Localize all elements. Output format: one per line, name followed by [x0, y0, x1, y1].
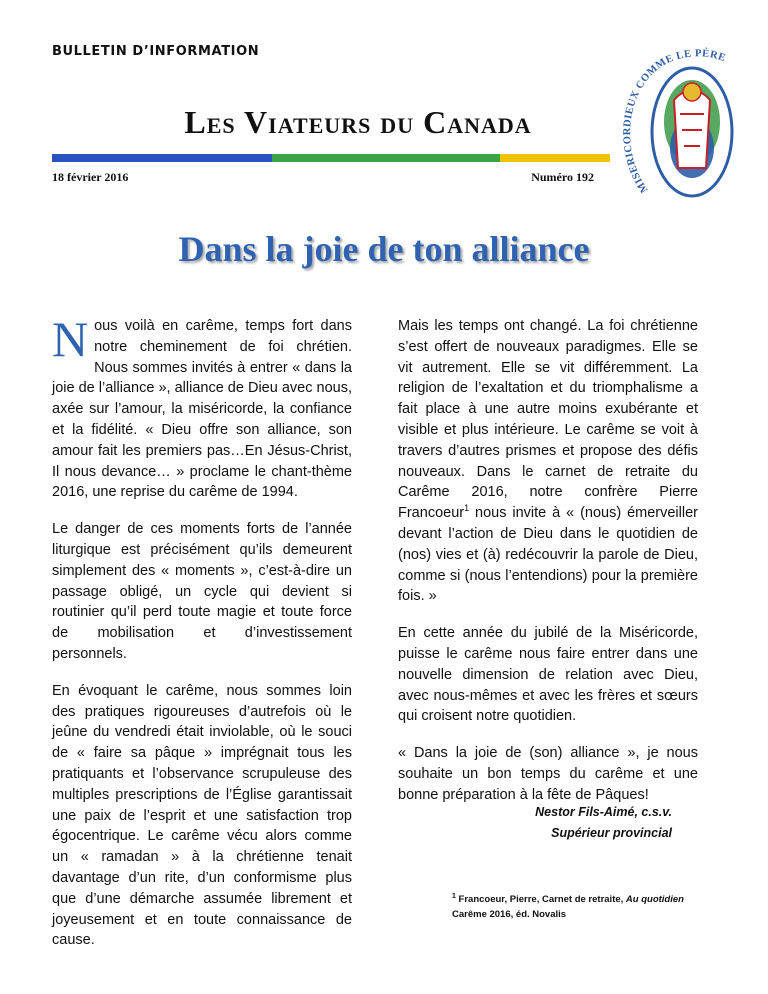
- paragraph-change: [398, 316, 698, 607]
- footnote-text-a: Francoeur, Pierre, Carnet de retraite,: [455, 894, 626, 905]
- footnote-text-b: Carême 2016, éd. Novalis: [452, 909, 567, 920]
- right-column: [398, 316, 698, 822]
- signature-title: Supérieur provincial: [551, 826, 672, 840]
- logo-text: MISERICORDIEUX COMME LE PÈRE: [622, 48, 728, 195]
- paragraph-intro-text: ous voilà en carême, temps fort dans notre cheminement de foi chrétien. Nous sommes invités à entrer « dans la joie de l’alliance », alliance de Dieu avec nous, axée sur l’amour, la miséricorde, la confiance et la fidélité. « Dieu offre son alliance, son amour fait les premiers pas…En Jésus-Christ, Il nous devance… » proclame le chant-thème 2016, une reprise du carême de 1994.: [52, 318, 352, 501]
- footnote: [452, 892, 712, 922]
- rule-segment-yellow: [500, 154, 610, 162]
- paragraph-intro: [52, 311, 352, 503]
- issue-number: Numéro 192: [531, 170, 594, 184]
- footnote-reference: 1: [464, 503, 470, 514]
- left-column: [52, 311, 352, 967]
- article-headline: Dans la joie de ton alliance: [178, 229, 590, 269]
- jubilee-mercy-logo: [622, 40, 754, 216]
- paragraph-past-practices: En évoquant le carême, nous sommes loin des pratiques rigoureuses d’autrefois où le jeûne du vendredi était inviolable, où le souci de « faire sa pâque » imprégnait tous les pratiquants et l’observance scrupuleuse des multiples prescriptions de l’Église garantissait une paix de l’esprit et une satisfaction trop égocentrique. Le carême vécu alors comme un « ramadan » à la chrétienne tenait davantage d’un rite, d’un conformisme plus que d’une démarche assumée librement et joyeusement et en toute connaissance de cause.: [52, 682, 352, 949]
- paragraph-change-text-b: nous invite à « (nous) émerveiller devant l’action de Dieu dans le quotidien de (nos) vies et (à) redécouvrir la parole de Dieu, comme si (nous l’entendions) pour la première fois. »: [398, 505, 698, 605]
- signature-block: [398, 802, 672, 844]
- organization-title: Les Viateurs du Canada: [184, 104, 532, 140]
- paragraph-danger: Le danger de ces moments forts de l’année liturgique est précisément qu’ils demeurent simplement des « moments », c’est-à-dire un passage obligé, un cycle qui devient si routinier qu’il perd toute magie et toute force de mobilisation et d’investissement personnels.: [52, 521, 352, 662]
- drop-cap: N: [52, 311, 89, 367]
- bulletin-kicker: BULLETIN D’INFORMATION: [52, 44, 260, 59]
- tricolor-rule: [52, 154, 610, 162]
- footnote-number: 1: [452, 892, 456, 900]
- paragraph-change-text-a: Mais les temps ont changé. La foi chrétienne s’est offert de nouveaux paradigmes. Elle se vit autrement. Elle se vit différemment. La religion de l’exaltation et du triomphalisme a fait place à une autre moins exubérante et visible et plus intérieure. Le carême se voit à travers d’autres prismes et propose des défis nouveaux. Dans le carnet de retraite du Carême 2016, notre confrère Pierre Francoeur: [398, 318, 698, 522]
- issue-date: 18 février 2016: [52, 170, 129, 184]
- footnote-text-italic: Au quotidien: [625, 894, 684, 905]
- rule-segment-green: [272, 154, 500, 162]
- paragraph-jubilee: En cette année du jubilé de la Miséricorde, puisse le carême nous faire entrer dans une nouvelle dimension de relation avec Dieu, avec nous-mêmes et avec les frères et sœurs qui croisent notre quotidien.: [398, 625, 698, 725]
- paragraph-wishes: « Dans la joie de (son) alliance », je nous souhaite un bon temps du carême et une bonne préparation à la fête de Pâques!: [398, 745, 698, 803]
- rule-segment-blue: [52, 154, 272, 162]
- signature-name: Nestor Fils-Aimé, c.s.v.: [535, 805, 672, 819]
